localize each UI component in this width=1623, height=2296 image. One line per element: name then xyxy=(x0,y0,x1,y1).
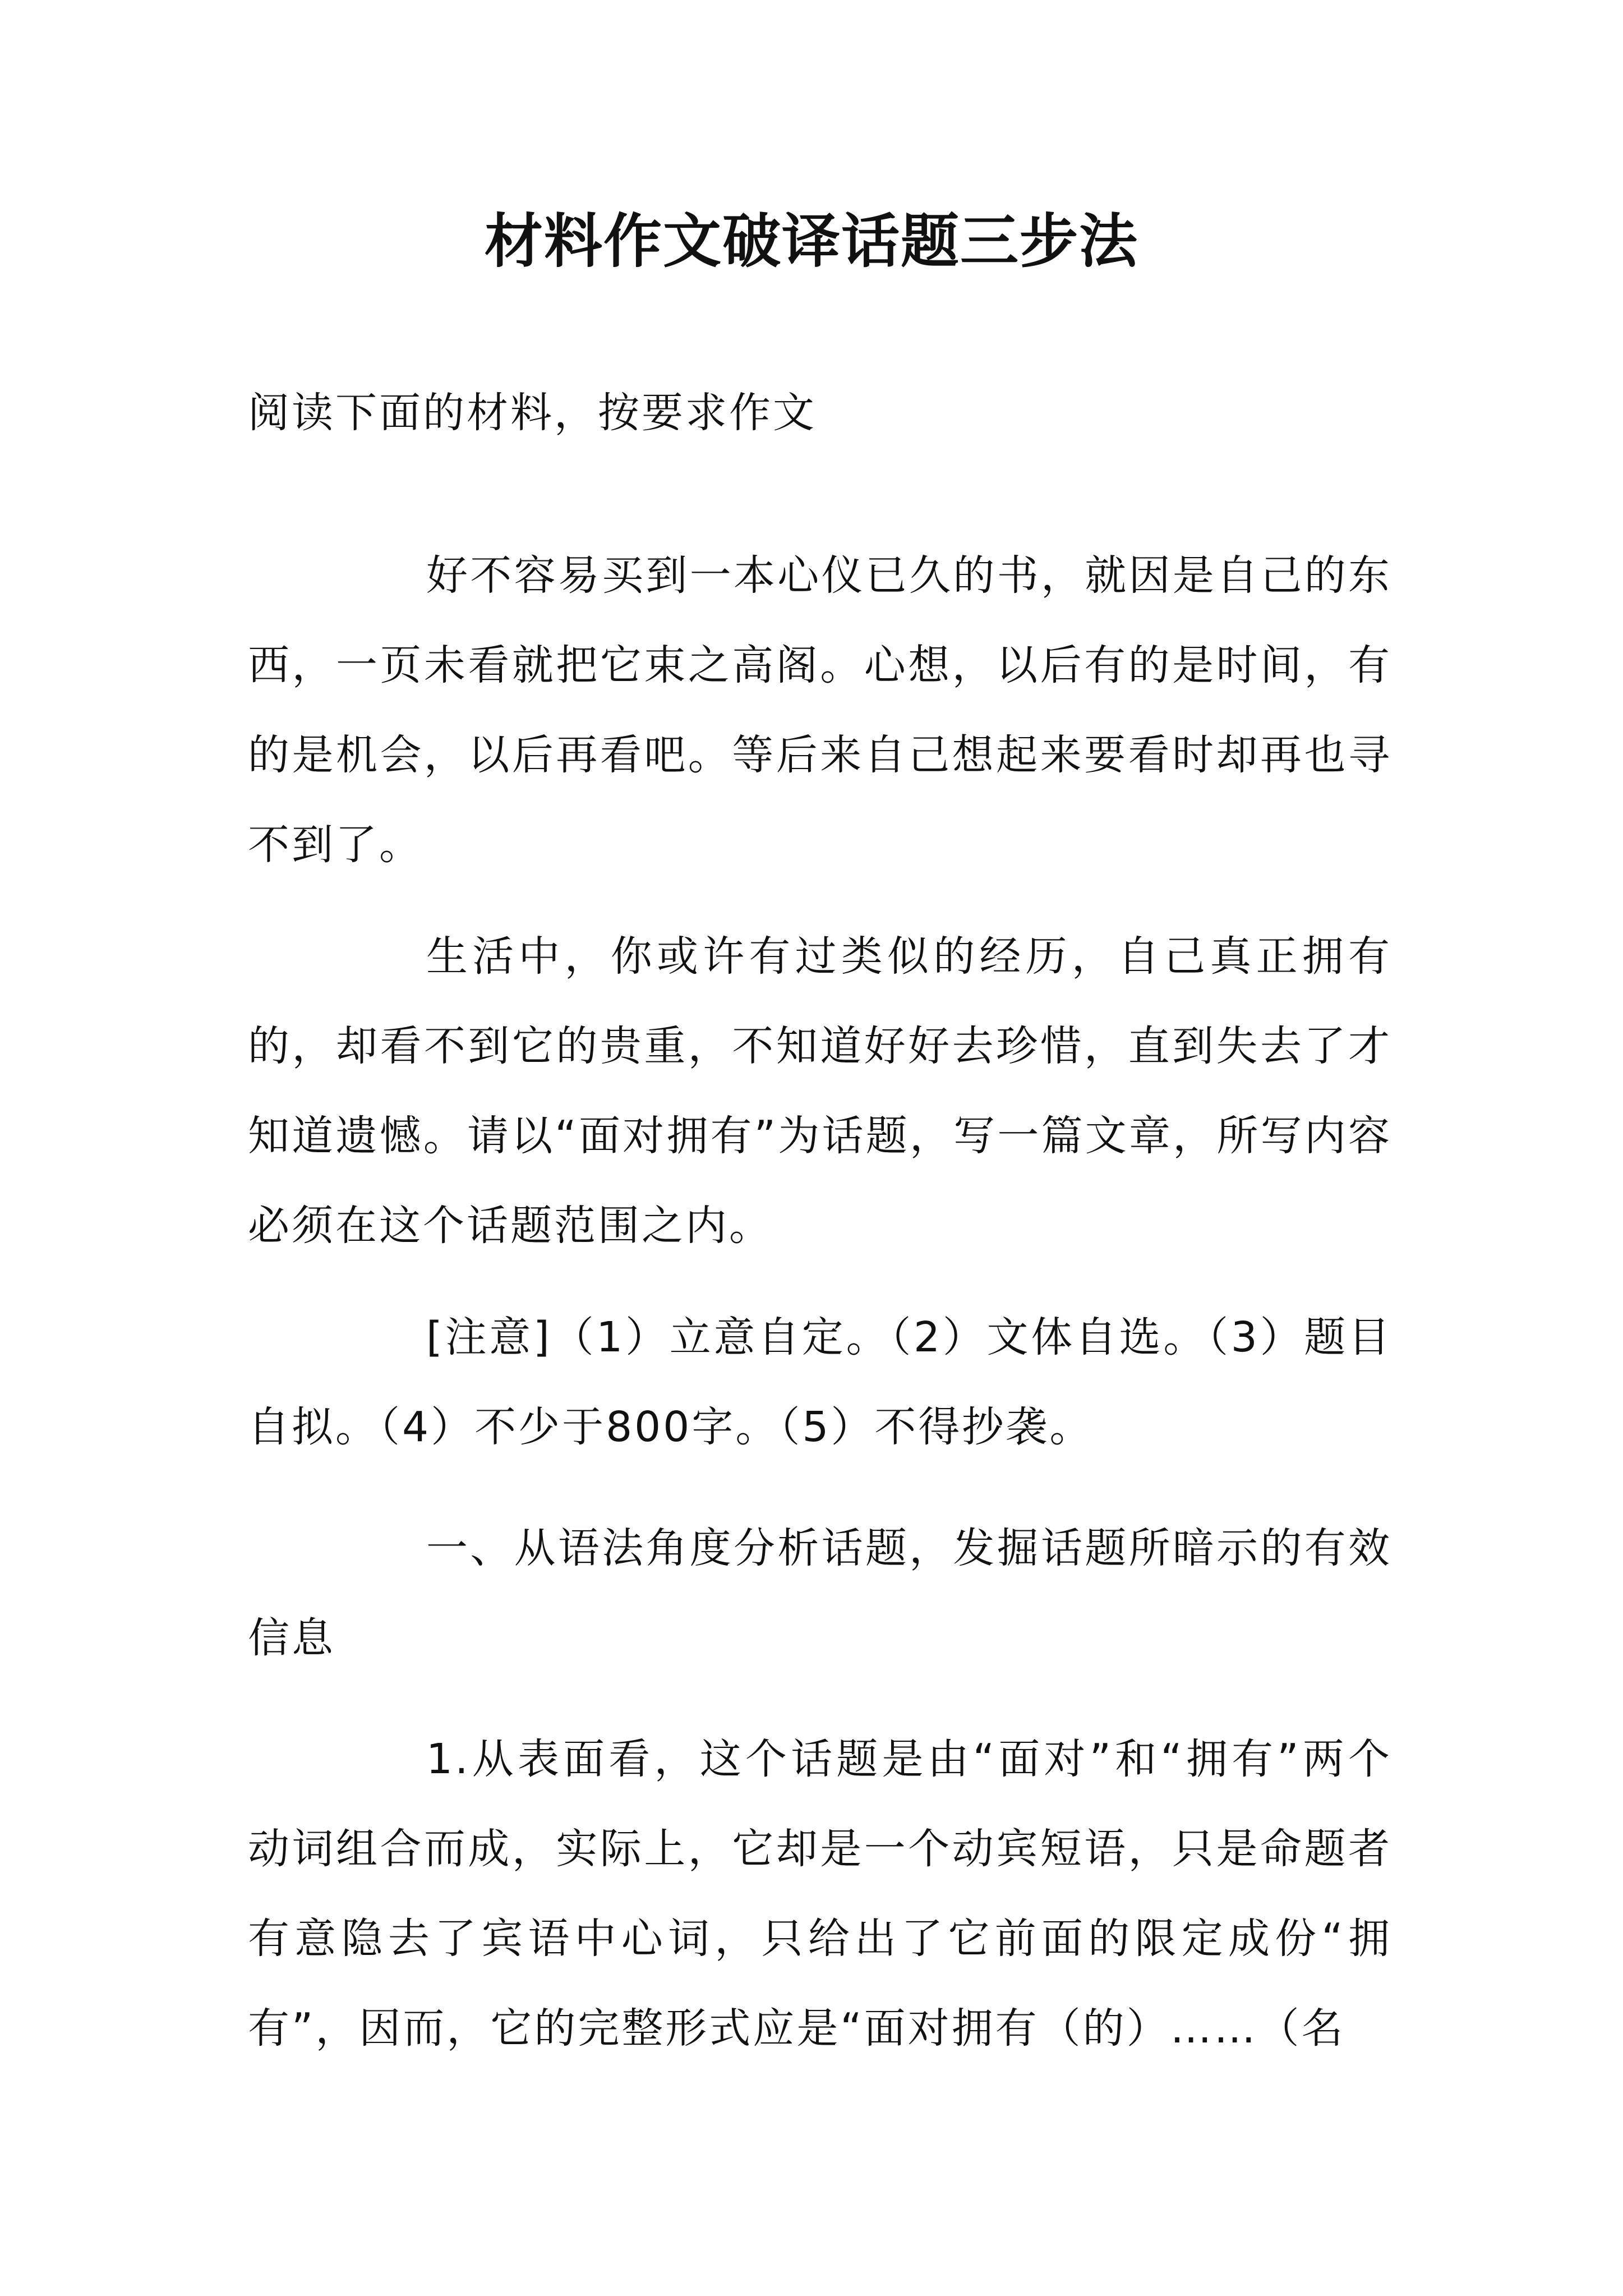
section-heading-1: 一、从语法角度分析话题，发掘话题所暗示的有效信息 xyxy=(248,1524,1392,1662)
document-title: 材料作文破译话题三步法 xyxy=(484,206,1138,275)
paragraph-notice: [注意]（1）立意自定。（2）文体自选。（3）题目自拟。（4）不少于800字。（5）不得抄袭。 xyxy=(248,1313,1392,1451)
paragraph-material: 好不容易买到一本心仪已久的书，就因是自己的东西，一页未看就把它束之高阁。心想，以后有的是时间，有的是机会，以后再看吧。等后来自己想起来要看时却再也寻不到了。 xyxy=(248,551,1392,869)
intro-line: 阅读下面的材料，按要求作文 xyxy=(248,389,817,437)
paragraph-prompt: 生活中，你或许有过类似的经历，自己真正拥有的，却看不到它的贵重，不知道好好去珍惜，直到失去了才知道遗憾。请以“面对拥有”为话题，写一篇文章，所写内容必须在这个话题范围之内。 xyxy=(248,932,1392,1250)
paragraph-analysis-1: 1.从表面看，这个话题是由“面对”和“拥有”两个动词组合而成，实际上，它却是一个动宾短语，只是命题者有意隐去了宾语中心词，只给出了它前面的限定成份“拥有”，因而，它的完整形式应是“面对拥有（的）……（名 xyxy=(248,1735,1392,2053)
